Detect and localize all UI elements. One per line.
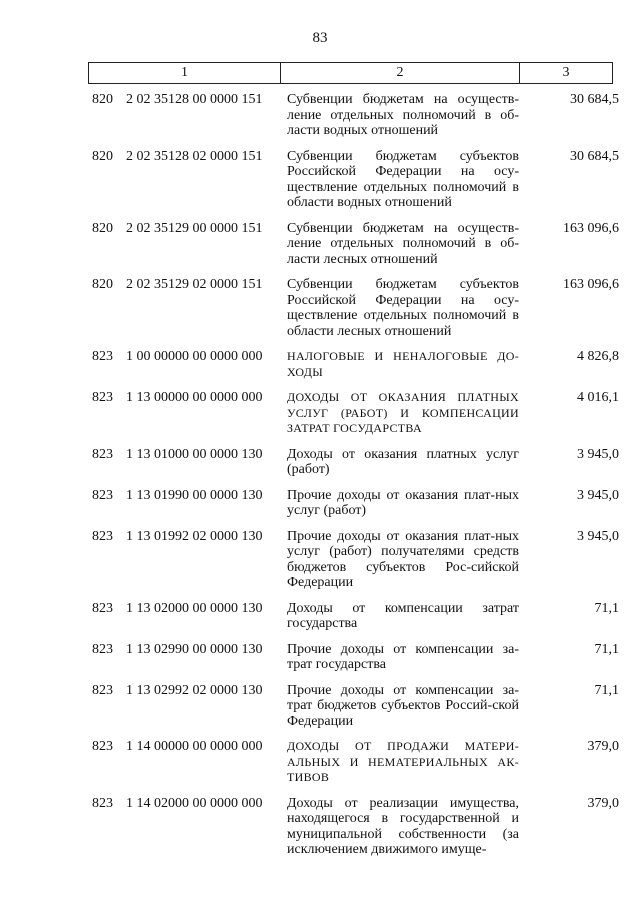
table-row — [0, 683, 640, 730]
admin-code: 823 — [92, 446, 113, 462]
admin-code: 823 — [92, 349, 113, 364]
table-header — [88, 62, 613, 84]
table-row — [0, 488, 640, 519]
revenue-name: Субвенции бюджетам субъектов Российской Федерации на осу-ществление отдельных полномочий в области водных отношений — [287, 148, 519, 210]
revenue-name: Прочие доходы от компенсации за-трат государства — [287, 641, 519, 672]
revenue-name: Прочие доходы от оказания плат-ных услуг (работ) — [287, 487, 519, 518]
budget-classification-code: 2 02 35128 00 0000 151 — [126, 92, 263, 107]
budget-classification-code: 1 13 02990 00 0000 130 — [126, 641, 263, 657]
column-header-3: 3 — [562, 65, 570, 80]
budget-classification-code: 1 13 01000 00 0000 130 — [126, 446, 263, 462]
column-header-2: 2 — [281, 63, 520, 83]
revenue-name: Доходы от оказания платных услуг (работ) — [287, 446, 519, 477]
amount: 4 016,1 — [577, 390, 619, 405]
admin-code: 823 — [92, 795, 113, 811]
amount: 3 945,0 — [577, 528, 619, 544]
amount: 71,1 — [594, 641, 619, 657]
revenue-name: Субвенции бюджетам на осуществ-ление отдельных полномочий в об-ласти лесных отношений — [287, 220, 519, 267]
amount: 163 096,6 — [563, 220, 619, 236]
table-row — [0, 390, 640, 437]
revenue-name: Субвенции бюджетам субъектов Российской Федерации на осу-ществление отдельных полномочий в области лесных отношений — [287, 277, 519, 339]
column-header-1: 1 — [89, 63, 281, 83]
revenue-name: Субвенции бюджетам на осуществ-ление отдельных полномочий в об-ласти водных отношений — [287, 92, 519, 138]
page-number: 83 — [312, 30, 328, 46]
budget-classification-code: 2 02 35128 02 0000 151 — [126, 148, 263, 164]
table-row — [0, 642, 640, 673]
amount: 4 826,8 — [577, 349, 619, 364]
admin-code: 823 — [92, 739, 113, 754]
amount: 379,0 — [587, 739, 619, 754]
amount: 71,1 — [594, 600, 619, 616]
admin-code: 823 — [92, 390, 113, 405]
admin-code: 823 — [92, 600, 113, 616]
table-row — [0, 277, 640, 339]
table-row — [0, 796, 640, 858]
table-body — [0, 92, 640, 868]
revenue-name: Прочие доходы от компенсации за-трат бюджетов субъектов Россий-ской Федерации — [287, 682, 519, 729]
budget-classification-code: 2 02 35129 02 0000 151 — [126, 277, 263, 292]
table-row — [0, 149, 640, 211]
admin-code: 820 — [92, 220, 113, 236]
table-row — [0, 349, 640, 380]
revenue-name: НАЛОГОВЫЕ И НЕНАЛОГОВЫЕ ДО-ХОДЫ — [287, 349, 519, 379]
amount: 3 945,0 — [577, 446, 619, 462]
table-row — [0, 529, 640, 591]
revenue-name: Прочие доходы от оказания плат-ных услуг (работ) получателями средств бюджетов субъектов Рос-сийской Федерации — [287, 528, 519, 590]
amount: 379,0 — [587, 795, 619, 811]
budget-classification-code: 1 13 00000 00 0000 000 — [126, 390, 263, 405]
budget-classification-code: 1 13 02992 02 0000 130 — [126, 682, 263, 698]
admin-code: 823 — [92, 487, 113, 503]
budget-classification-code: 1 13 01992 02 0000 130 — [126, 528, 263, 544]
revenue-name: ДОХОДЫ ОТ ПРОДАЖИ МАТЕРИ-АЛЬНЫХ И НЕМАТЕРИАЛЬНЫХ АК-ТИВОВ — [287, 739, 519, 784]
admin-code: 820 — [92, 277, 113, 292]
admin-code: 820 — [92, 148, 113, 164]
table-row — [0, 221, 640, 268]
admin-code: 823 — [92, 641, 113, 657]
admin-code: 823 — [92, 528, 113, 544]
admin-code: 820 — [92, 92, 113, 107]
budget-classification-code: 1 13 01990 00 0000 130 — [126, 487, 263, 503]
amount: 163 096,6 — [563, 277, 619, 292]
admin-code: 823 — [92, 682, 113, 698]
amount: 71,1 — [594, 682, 619, 698]
table-row — [0, 601, 640, 632]
table-row — [0, 739, 640, 786]
revenue-name: ДОХОДЫ ОТ ОКАЗАНИЯ ПЛАТНЫХ УСЛУГ (РАБОТ) И КОМПЕНСАЦИИ ЗАТРАТ ГОСУДАРСТВА — [287, 390, 519, 435]
amount: 30 684,5 — [570, 92, 619, 107]
budget-classification-code: 1 14 02000 00 0000 000 — [126, 795, 263, 811]
budget-classification-code: 1 14 00000 00 0000 000 — [126, 739, 263, 754]
amount: 30 684,5 — [570, 148, 619, 164]
table-row — [0, 447, 640, 478]
budget-classification-code: 1 00 00000 00 0000 000 — [126, 349, 263, 364]
budget-classification-code: 1 13 02000 00 0000 130 — [126, 600, 263, 616]
budget-classification-code: 2 02 35129 00 0000 151 — [126, 220, 263, 236]
revenue-name: Доходы от реализации имущества, находящегося в государственной и муниципальной собственности (за исключением движимого имуще- — [287, 795, 519, 857]
revenue-name: Доходы от компенсации затрат государства — [287, 600, 519, 631]
table-row — [0, 92, 640, 139]
amount: 3 945,0 — [577, 487, 619, 503]
